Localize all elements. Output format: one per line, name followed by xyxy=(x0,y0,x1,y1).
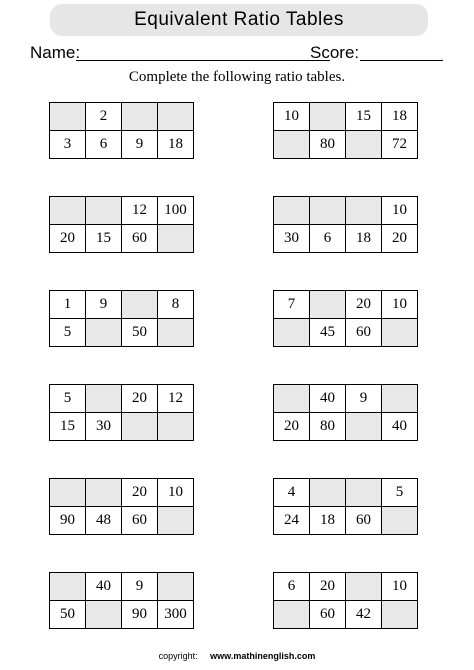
value-cell: 45 xyxy=(310,319,346,347)
value-cell: 5 xyxy=(50,319,86,347)
value-cell: 9 xyxy=(346,385,382,413)
ratio-row-top xyxy=(50,479,194,507)
ratio-table xyxy=(273,478,418,535)
value-cell: 3 xyxy=(50,131,86,159)
value-cell: 10 xyxy=(382,197,418,225)
blank-cell[interactable] xyxy=(86,385,122,413)
ratio-table xyxy=(49,290,194,347)
value-cell: 100 xyxy=(158,197,194,225)
blank-cell[interactable] xyxy=(382,319,418,347)
ratio-table xyxy=(49,384,194,441)
value-cell: 20 xyxy=(310,573,346,601)
value-cell: 50 xyxy=(50,601,86,629)
ratio-row-top xyxy=(274,479,418,507)
ratio-row-bottom xyxy=(50,413,194,441)
value-cell: 18 xyxy=(382,103,418,131)
ratio-table xyxy=(273,102,418,159)
ratio-row-top xyxy=(50,573,194,601)
value-cell: 60 xyxy=(310,601,346,629)
value-cell: 12 xyxy=(122,197,158,225)
ratio-row-top xyxy=(274,103,418,131)
value-cell: 60 xyxy=(346,507,382,535)
ratio-row-top xyxy=(274,385,418,413)
blank-cell[interactable] xyxy=(382,507,418,535)
blank-cell[interactable] xyxy=(310,479,346,507)
ratio-row-bottom xyxy=(274,601,418,629)
blank-cell[interactable] xyxy=(346,413,382,441)
value-cell: 20 xyxy=(346,291,382,319)
blank-cell[interactable] xyxy=(158,573,194,601)
ratio-row-top xyxy=(274,197,418,225)
value-cell: 60 xyxy=(122,225,158,253)
blank-cell[interactable] xyxy=(310,103,346,131)
value-cell: 20 xyxy=(382,225,418,253)
footer xyxy=(0,651,474,661)
value-cell: 10 xyxy=(382,573,418,601)
blank-cell[interactable] xyxy=(310,291,346,319)
blank-cell[interactable] xyxy=(86,197,122,225)
value-cell: 8 xyxy=(158,291,194,319)
ratio-table xyxy=(49,478,194,535)
blank-cell[interactable] xyxy=(382,385,418,413)
value-cell: 10 xyxy=(382,291,418,319)
ratio-row-top xyxy=(50,103,194,131)
value-cell: 20 xyxy=(274,413,310,441)
value-cell: 90 xyxy=(50,507,86,535)
value-cell: 15 xyxy=(346,103,382,131)
instruction-text: Complete the following ratio tables. xyxy=(128,69,346,85)
value-cell: 5 xyxy=(50,385,86,413)
blank-cell[interactable] xyxy=(274,385,310,413)
ratio-table xyxy=(49,102,194,159)
blank-cell[interactable] xyxy=(50,197,86,225)
value-cell: 80 xyxy=(310,131,346,159)
value-cell: 42 xyxy=(346,601,382,629)
value-cell: 6 xyxy=(310,225,346,253)
value-cell: 1 xyxy=(50,291,86,319)
ratio-row-top xyxy=(50,291,194,319)
value-cell: 18 xyxy=(158,131,194,159)
ratio-row-bottom xyxy=(50,319,194,347)
ratio-table xyxy=(273,290,418,347)
page-title: Equivalent Ratio Tables xyxy=(50,4,428,36)
value-cell: 12 xyxy=(158,385,194,413)
value-cell: 4 xyxy=(274,479,310,507)
blank-cell[interactable] xyxy=(86,479,122,507)
ratio-row-bottom xyxy=(274,413,418,441)
blank-cell[interactable] xyxy=(50,103,86,131)
ratio-row-bottom xyxy=(274,131,418,159)
blank-cell[interactable] xyxy=(274,131,310,159)
name-label: Name: xyxy=(30,43,81,62)
ratio-row-top xyxy=(274,573,418,601)
blank-cell[interactable] xyxy=(346,131,382,159)
blank-cell[interactable] xyxy=(274,601,310,629)
blank-cell[interactable] xyxy=(346,479,382,507)
value-cell: 2 xyxy=(86,103,122,131)
ratio-table xyxy=(273,572,418,629)
value-cell: 40 xyxy=(86,573,122,601)
value-cell: 18 xyxy=(346,225,382,253)
blank-cell[interactable] xyxy=(158,103,194,131)
value-cell: 20 xyxy=(122,385,158,413)
ratio-row-bottom xyxy=(50,507,194,535)
copyright-label: copyright: xyxy=(158,651,198,661)
blank-cell[interactable] xyxy=(122,103,158,131)
ratio-row-top xyxy=(50,385,194,413)
value-cell: 10 xyxy=(158,479,194,507)
ratio-row-bottom xyxy=(50,131,194,159)
ratio-table xyxy=(273,384,418,441)
blank-cell[interactable] xyxy=(310,197,346,225)
blank-cell[interactable] xyxy=(346,573,382,601)
blank-cell[interactable] xyxy=(158,319,194,347)
site-url: www.mathinenglish.com xyxy=(210,651,316,661)
ratio-row-bottom xyxy=(274,319,418,347)
ratio-row-bottom xyxy=(274,225,418,253)
value-cell: 15 xyxy=(50,413,86,441)
value-cell: 9 xyxy=(122,573,158,601)
ratio-row-bottom xyxy=(50,225,194,253)
value-cell: 80 xyxy=(310,413,346,441)
ratio-table xyxy=(49,572,194,629)
blank-cell[interactable] xyxy=(158,225,194,253)
value-cell: 6 xyxy=(274,573,310,601)
ratio-row-bottom xyxy=(274,507,418,535)
blank-cell[interactable] xyxy=(50,573,86,601)
value-cell: 10 xyxy=(274,103,310,131)
blank-cell[interactable] xyxy=(158,413,194,441)
value-cell: 60 xyxy=(346,319,382,347)
blank-cell[interactable] xyxy=(158,507,194,535)
ratio-row-top xyxy=(50,197,194,225)
value-cell: 40 xyxy=(310,385,346,413)
blank-cell[interactable] xyxy=(274,197,310,225)
value-cell: 30 xyxy=(86,413,122,441)
value-cell: 6 xyxy=(86,131,122,159)
value-cell: 72 xyxy=(382,131,418,159)
blank-cell[interactable] xyxy=(86,601,122,629)
blank-cell[interactable] xyxy=(122,413,158,441)
ratio-row-bottom xyxy=(50,601,194,629)
blank-cell[interactable] xyxy=(274,319,310,347)
blank-cell[interactable] xyxy=(122,291,158,319)
value-cell: 9 xyxy=(86,291,122,319)
blank-cell[interactable] xyxy=(86,319,122,347)
value-cell: 7 xyxy=(274,291,310,319)
blank-cell[interactable] xyxy=(346,197,382,225)
value-cell: 30 xyxy=(274,225,310,253)
value-cell: 300 xyxy=(158,601,194,629)
value-cell: 90 xyxy=(122,601,158,629)
value-cell: 48 xyxy=(86,507,122,535)
value-cell: 15 xyxy=(86,225,122,253)
blank-cell[interactable] xyxy=(50,479,86,507)
value-cell: 5 xyxy=(382,479,418,507)
ratio-row-top xyxy=(274,291,418,319)
ratio-table xyxy=(49,196,194,253)
value-cell: 20 xyxy=(122,479,158,507)
ratio-table xyxy=(273,196,418,253)
blank-cell[interactable] xyxy=(382,601,418,629)
value-cell: 40 xyxy=(382,413,418,441)
value-cell: 18 xyxy=(310,507,346,535)
value-cell: 20 xyxy=(50,225,86,253)
value-cell: 60 xyxy=(122,507,158,535)
value-cell: 9 xyxy=(122,131,158,159)
value-cell: 50 xyxy=(122,319,158,347)
value-cell: 24 xyxy=(274,507,310,535)
score-label: Score: xyxy=(310,43,360,62)
